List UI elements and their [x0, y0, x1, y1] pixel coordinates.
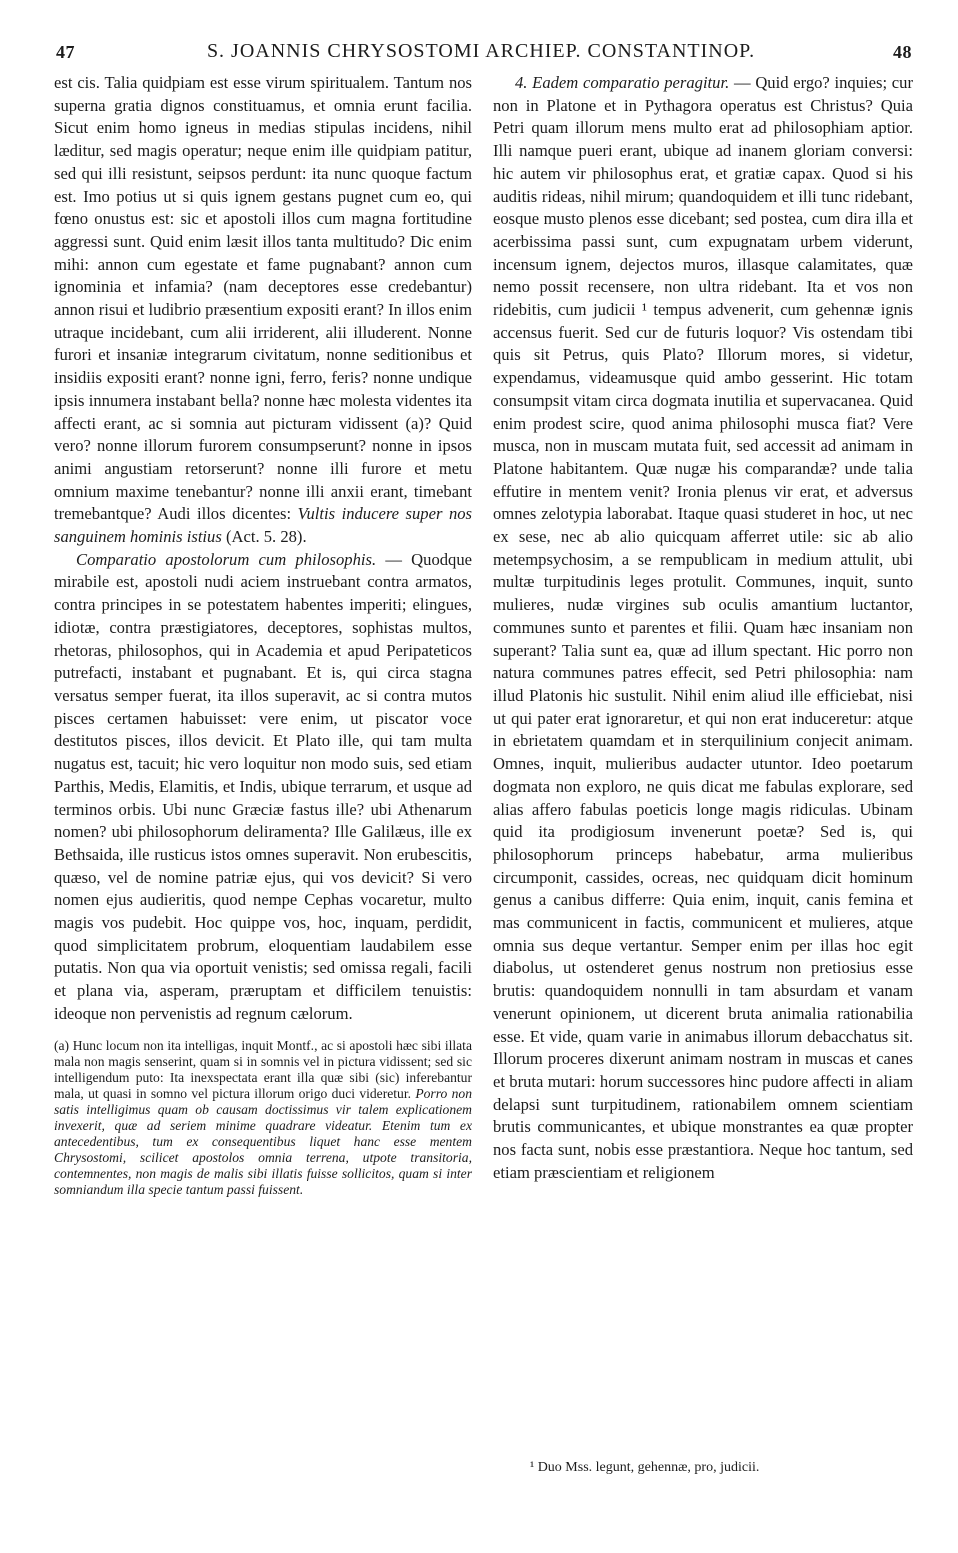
- page-number-left: 47: [56, 42, 75, 62]
- left-paragraph-2: [54, 549, 472, 1026]
- section-heading-eadem: 4. Eadem comparatio peragitur.: [515, 73, 730, 92]
- running-header: [50, 38, 912, 70]
- running-title: S. JOANNIS CHRYSOSTOMI ARCHIEP. CONSTANTINOP.: [206, 40, 756, 62]
- right-paragraph-1-text: — Quid ergo? inquies; cur non in Platone et in Pythagora operatus est Christus? Quia Petri quam illorum mens multo erat ad philosophiam aptior. Illi namque pueri erant, ubique ad inanem gloriam conversi: hic autem vir philosophus erat, et gratiæ capax. Quod si his auditis rideas, nihil mirum; quandoquidem et illi tunc ridebant, eosque musto plenos esse dicebant; sed postea, cum dira illa et acerbissima passi sunt, cum expugnatam urbem viderunt, incensum ignem, dejectos muros, illasque calamitates, quæ nemo possit recensere, non ultra ridebant. Ita et vos non ridebitis, cum judicii ¹ tempus advenerit, cum gehennæ ignis accensus fuerit. Sed cur de futuris loquor? Vis ostendam tibi quis sit Petrus, quis Plato? Illorum mores, si videtur, expendamus, videamusque quid ambo gesserint. Hic totam consumpsit vitam circa dogmata inutilia et supervacanea. Quid enim prodest scire, quod anima philosophi musca fiat? Vere musca, non in muscam mutata fuit, sed accessit ad animam in Platone habitantem. Quæ nugæ his comparandæ? unde talia effutire in mentem venit? Ironia plenus vir erat, et adversus omnes zelotypia laborabat. Itaque quasi studeret in hoc, ut nec ex sese, nec ab alio quicquam afferret utile: sic ab alio metempsychosim, a se rempublicam in medium attulit, ubi multæ turpitudinis leges protulit. Communes, inquit, sunto mulieres, nudæ virgines sub oculis amantium luctantor, communes sunto et parentes et filii. Quam hæc insaniam non superant? Talia sunt ea, quæ ad illum spectant. Hic porro non natura communes patres effecit, sed Petri philosophia: nam illud Platonis hic sustulit. Nihil enim aliud ille efficiebat, nisi ut qui pater erat ignoraretur, et qui non erat induceretur: atque in ebrietatem quamdam et in sterquilinium conjecit animam. Omnes, inquit, mulieribus audacter utuntor. Ideo poetarum dogmata non exploro, ne quis dicat me fabulas explorare, sed alias affero fabulas poeticis longe magis ridiculas. Ubinam quid ita prodigiosum invenerunt poetæ? Sed is, qui philosophorum princeps habebatur, arma mulieribus circumponit, cassides, ocreas, nec quidquam dicit hominum genus a canibus differre: Quia enim, inquit, canis femina et mas communicent in factis, communicent et mulieres, atque omnia sus deque vertantur. Semper enim per illas hoc egit diabolus, ut ostenderet genus nostrum non pretiosius esse brutis: quandoquidem nonnulli in tam absurdam et vanam venerunt opinionem, ut dicerent bruta animalia rationabilia esse. Et vide, quam varie in animabus illorum debacchatus sit. Illorum proceres dixerunt animam nostram in muscas et canes et bruta mutari: horum successores hinc pudore affecti in aliam delapsi sunt turpitudinem, rationabilem omnem scientiam brutis communicantes, et ubique monstrantes ea quæ propter nos facta sunt, nobis esse præstantiora. Neque hoc tantum, sed etiam præscientiam et religionem: [493, 73, 913, 1182]
- right-paragraph-1: [493, 72, 913, 1184]
- footnote-1: ¹ Duo Mss. legunt, gehennæ, pro, judicii.: [530, 1460, 760, 1475]
- scripture-reference: (Act. 5. 28).: [225, 527, 307, 547]
- page-number-right: 48: [893, 42, 912, 62]
- left-paragraph-2-text: — Quodque mirabile est, apostoli nudi aciem instruebant contra armatos, contra principes in se potestatem habentes imperiti; elingues, idiotæ, contra præstigiatores, deceptores, sophistas multos, rhetoras, philosophos, qui in Academia et apud Peripateticos putrefacti, instabant et pugnabant. Et is, qui circa stagna versatus semper fuerat, ita illos superavit, ac si contra mutos pisces certamen habuisset: vere enim, ut piscator voce destitutos pisces, illos devicit. Et Plato ille, qui tam multa nugatus est, tacuit; hic vero loquitur non modo suis, sed etiam Parthis, Medis, Elamitis, et Indis, ubique terrarum, et usque ad terminos orbis. Ubi nunc Græciæ fastus ille? ubi Athenarum nomen? ubi philosophorum deliramenta? Ille Galilæus, ille ex Bethsaida, ille rusticus istos omnes superavit. Non erubescitis, quæso, vel de nomine patriæ ejus, qui vos devicit? Si vero nomen ejus audieritis, quod nempe Cephas vocaretur, multo magis vos pudebit. Hoc quippe vos, hoc, inquam, perdidit, quod simplicitatem probrum, eloquentiam laudabilem esse putatis. Non qua via oportuit venistis; sed omissa regali, facili et plana via, asperam, præruptam et difficilem tenuistis: ideoque non pervenistis ad regnum cælorum.: [54, 549, 472, 1023]
- left-paragraph-1: [54, 72, 472, 549]
- footnote-a: [54, 1038, 472, 1199]
- left-column: [54, 72, 472, 1198]
- footnote-a-text: (a) Hunc locum non ita intelligas, inquit Montf., ac si apostoli hæc sibi illata mala non magis senserint, quam si in somnis vel in pictura vidissent; sed sic intelligendum puto: Ita inexspectata erant illa quæ sibi (sic) inferebantur mala, ut quasi in somno vel pictura illorum origo duci videretur.: [54, 1037, 472, 1101]
- right-column: [493, 72, 913, 1184]
- left-paragraph-1-text: est cis. Talia quidpiam est esse virum spiritualem. Tantum nos superna gratia dignos constituamus, et omnia erunt facilia. Sicut enim homo igneus in medias stipulas incidens, nihil læditur, sed magis operatur; neque enim ille quidpiam patitur, sed qui illi resistunt, seipsos perdunt: ita nunc quoque factum est. Imo potius ut si quis ignem gestans pugnet cum eo, qui fœno onustus est: sic et apostoli illos cum magna fortitudine aggressi sunt. Quid enim læsit illos tanta multitudo? Dic enim mihi: annon cum egestate et fame pugnabant? annon cum ignominia et infamia? (nam deceptores esse credebantur) annon risui et ludibrio præsentium expositi erant? In illos enim utraque incidebant, cum alii irriderent, alii illuderent. Nonne furori et insaniæ integrarum civitatum, nonne seditionibus et insidiis expositi erant? nonne igni, ferro, feris? nonne undique ipsis innumera instabant bella? nonne hæc molesta videntes ita affecti erant, ac si somnia aut picturam vidissent (a)? Quid vero? nonne illorum furorem consumpserunt? nonne in ipsos animi angustiam retorserunt? nonne illi furore et metu omnium maxime tenebantur? nonne illi anxii erant, timebant tremebantque? Audi illos dicentes:: [54, 73, 473, 524]
- section-heading-comparatio: Comparatio apostolorum cum philosophis.: [76, 549, 377, 569]
- scripture-quote: Vultis inducere super nos sanguinem hominis istius: [54, 504, 472, 547]
- footnote-a-italic: Porro non satis intelligimus quam ob causam doctissimus vir talem explicationem invexerit, quæ ad seriem minime quadrare videatur. Etenim tum ex antecedentibus, tum ex consequentibus liquet hanc esse mentem Chrysostomi, scilicet apostolos omnia terrena, utpote transitoria, contemnentes, non magis de malis sibi illatis fuisse sollicitos, quam si inter somniandum illa specie tantum passi fuissent.: [54, 1085, 472, 1198]
